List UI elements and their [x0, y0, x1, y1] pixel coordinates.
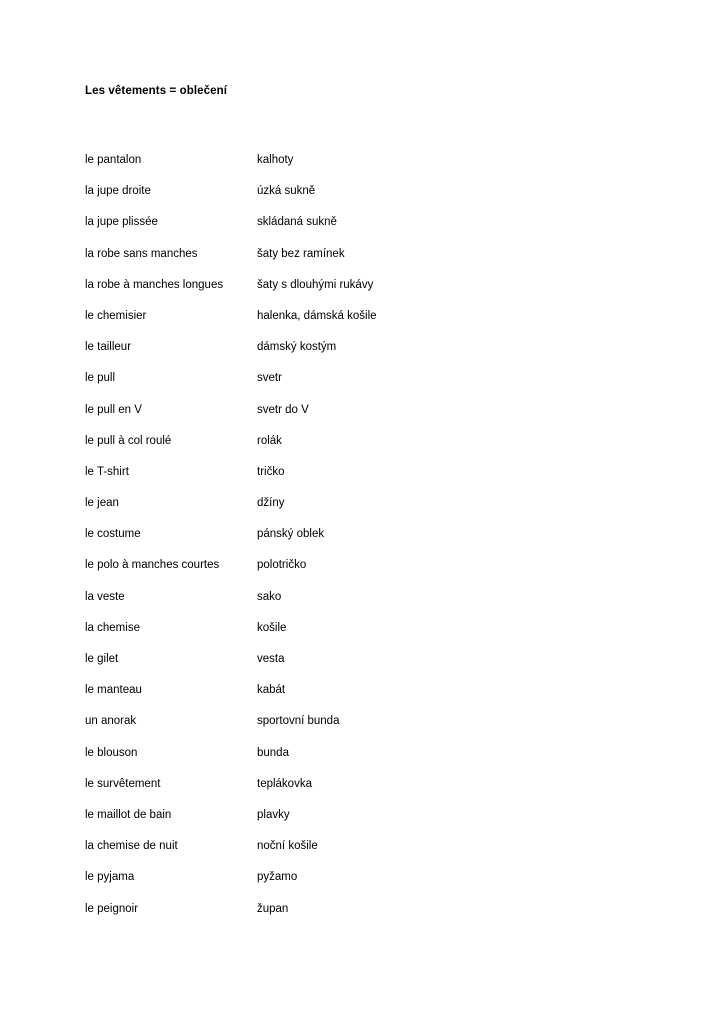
- term-french: le polo à manches courtes: [85, 559, 220, 572]
- term-french: le blouson: [85, 746, 138, 759]
- term-french: le chemisier: [85, 309, 147, 322]
- term-czech: plavky: [257, 808, 290, 821]
- term-french: le maillot de bain: [85, 808, 172, 821]
- term-french: la jupe plissée: [85, 216, 158, 229]
- term-french: le pull à col roulé: [85, 434, 172, 447]
- term-french: la jupe droite: [85, 185, 151, 198]
- term-czech: tričko: [257, 465, 285, 478]
- term-czech: košile: [257, 621, 287, 634]
- term-czech: noční košile: [257, 840, 318, 853]
- term-french: le survêtement: [85, 777, 161, 790]
- term-french: la robe à manches longues: [85, 278, 224, 291]
- vocabulary-row: [85, 176, 645, 207]
- term-french: le pyjama: [85, 871, 135, 884]
- term-czech: bunda: [257, 746, 289, 759]
- term-french: le peignoir: [85, 902, 139, 915]
- term-french: la chemise: [85, 621, 140, 634]
- vocabulary-row: [85, 395, 645, 426]
- term-czech: svetr: [257, 372, 282, 385]
- vocabulary-row: [85, 644, 645, 675]
- term-czech: vesta: [257, 653, 285, 665]
- term-czech: sako: [257, 590, 282, 603]
- vocabulary-row: [85, 332, 645, 363]
- vocabulary-row: [85, 894, 645, 925]
- term-czech: dámský kostým: [257, 341, 337, 354]
- term-czech: skládaná sukně: [257, 216, 337, 229]
- vocabulary-row: [85, 862, 645, 893]
- term-french: le pull en V: [85, 403, 142, 416]
- term-french: le gilet: [85, 653, 119, 665]
- vocabulary-row: [85, 426, 645, 457]
- term-french: la robe sans manches: [85, 247, 198, 260]
- vocabulary-row: [85, 675, 645, 706]
- vocabulary-row: [85, 831, 645, 862]
- term-french: le manteau: [85, 684, 142, 697]
- vocabulary-row: [85, 145, 645, 176]
- term-czech: kalhoty: [257, 154, 294, 166]
- vocabulary-row: [85, 550, 645, 581]
- term-czech: teplákovka: [257, 777, 312, 790]
- term-czech: svetr do V: [257, 403, 309, 416]
- term-french: le pull: [85, 372, 116, 385]
- vocabulary-row: [85, 270, 645, 301]
- vocabulary-row: [85, 769, 645, 800]
- term-french: le pantalon: [85, 154, 142, 166]
- term-czech: šaty s dlouhými rukávy: [257, 278, 374, 291]
- term-czech: úzká sukně: [257, 185, 316, 198]
- vocabulary-row: [85, 706, 645, 737]
- term-czech: pyžamo: [257, 871, 298, 884]
- term-czech: sportovní bunda: [257, 715, 340, 728]
- vocabulary-row: [85, 582, 645, 613]
- vocabulary-row: [85, 613, 645, 644]
- term-czech: šaty bez ramínek: [257, 247, 345, 260]
- term-czech: pánský oblek: [257, 528, 325, 541]
- term-french: le tailleur: [85, 341, 132, 354]
- term-french: la veste: [85, 590, 125, 603]
- term-czech: polotričko: [257, 559, 307, 572]
- term-french: le T-shirt: [85, 465, 129, 478]
- term-czech: župan: [257, 902, 289, 915]
- term-french: un anorak: [85, 715, 137, 728]
- term-french: le costume: [85, 528, 141, 541]
- vocabulary-row: [85, 488, 645, 519]
- term-czech: rolák: [257, 434, 282, 447]
- term-czech: halenka, dámská košile: [257, 309, 377, 322]
- vocabulary-row: [85, 363, 645, 394]
- page-title: Les vêtements = oblečení: [85, 85, 228, 97]
- vocabulary-row: [85, 239, 645, 270]
- vocabulary-row: [85, 800, 645, 831]
- vocabulary-list: [85, 145, 645, 925]
- vocabulary-row: [85, 457, 645, 488]
- term-french: le jean: [85, 497, 119, 510]
- vocabulary-row: [85, 301, 645, 332]
- term-czech: džíny: [257, 497, 285, 510]
- vocabulary-row: [85, 519, 645, 550]
- vocabulary-row: [85, 207, 645, 238]
- term-czech: kabát: [257, 684, 286, 697]
- vocabulary-row: [85, 738, 645, 769]
- term-french: la chemise de nuit: [85, 840, 178, 853]
